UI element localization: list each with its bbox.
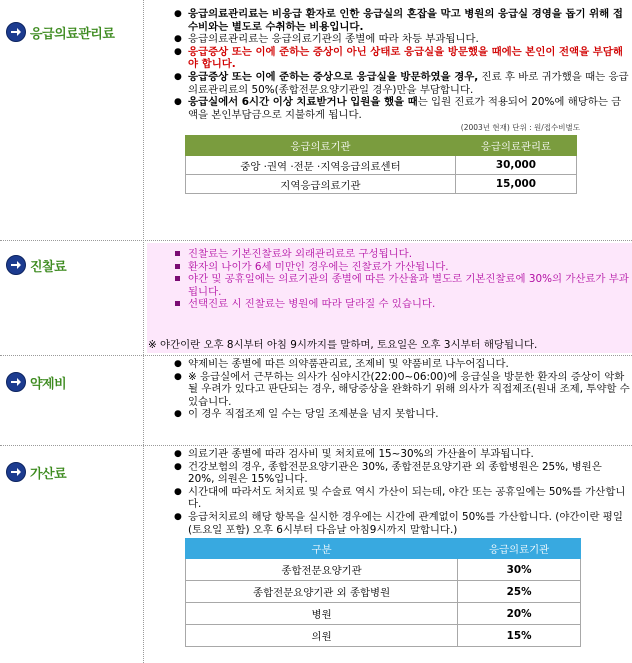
bullet-icon: ● bbox=[174, 461, 182, 472]
item-text: 야간 및 공휴일에는 의료기관의 종별에 따른 가산율과 별도로 기본진찰료에 30%의 가산료가 부과됩니다. bbox=[188, 273, 629, 298]
bullet-icon: ● bbox=[174, 511, 182, 522]
table-header: 구분 bbox=[186, 539, 458, 559]
list-item bbox=[170, 448, 630, 461]
arrow-right-circle-icon bbox=[6, 22, 26, 42]
list-item bbox=[170, 358, 630, 371]
arrow-right-circle-icon bbox=[6, 462, 26, 482]
item-text: 선택진료 시 진찰료는 병원에 따라 달라질 수 있습니다. bbox=[188, 298, 436, 311]
table-cell: 25% bbox=[458, 581, 581, 603]
bullet-icon: ● bbox=[174, 371, 182, 382]
table-cell: 의원 bbox=[186, 625, 458, 647]
table-cell: 15% bbox=[458, 625, 581, 647]
surcharge-content bbox=[170, 448, 630, 647]
square-bullet-icon bbox=[175, 264, 180, 269]
section-header-drug bbox=[6, 372, 66, 392]
bullet-icon: ● bbox=[174, 359, 182, 369]
table-row bbox=[186, 625, 581, 647]
table-header: 응급의료기관 bbox=[458, 539, 581, 559]
list-item bbox=[170, 33, 630, 46]
item-text: 는 입원 진료가 적용되어 20%에 해당하는 금액을 본인부담금으로 지불하게 됩니다. bbox=[188, 96, 622, 121]
bullet-icon: ● bbox=[174, 449, 182, 459]
item-text: 응급의료관리료는 응급의료기관의 종별에 따라 차등 부과됩니다. bbox=[188, 33, 479, 46]
item-text: 응급증상 또는 이에 준하는 증상이 아닌 상태로 응급실을 방문했을 때에는 본인이 전액을 부담해야 합니다. bbox=[188, 45, 623, 71]
list-item bbox=[170, 408, 630, 421]
column-divider bbox=[143, 0, 144, 663]
list-item bbox=[170, 248, 630, 261]
section-title: 가산료 bbox=[30, 466, 67, 482]
square-bullet-icon bbox=[175, 276, 180, 281]
item-text: 건강보험의 경우, 종합전문요양기관은 30%, 종합전문요양기관 외 종합병원은 25%, 병원은 20%, 의원은 15%입니다. bbox=[188, 460, 602, 486]
table-row bbox=[186, 603, 581, 625]
section-divider bbox=[0, 240, 632, 241]
list-item bbox=[170, 261, 630, 274]
list-item bbox=[170, 46, 630, 71]
list-item bbox=[170, 486, 630, 511]
arrow-right-circle-icon bbox=[6, 372, 26, 392]
table-cell: 중앙 ·권역 ·전문 ·지역응급의료센터 bbox=[186, 156, 456, 175]
table-cell: 30% bbox=[458, 559, 581, 581]
consult-list bbox=[170, 248, 630, 311]
section-title: 응급의료관리료 bbox=[30, 26, 115, 42]
bullet-icon: ● bbox=[174, 486, 182, 497]
table-cell: 종합전문요양기관 bbox=[186, 559, 458, 581]
square-bullet-icon bbox=[175, 251, 180, 256]
emergency-list bbox=[170, 8, 630, 121]
section-header-surcharge bbox=[6, 462, 66, 482]
surcharge-rate-table bbox=[185, 538, 581, 647]
section-title: 진찰료 bbox=[30, 259, 67, 275]
drug-content bbox=[170, 358, 630, 421]
table-cell: 지역응급의료기관 bbox=[186, 175, 456, 194]
item-text: 진찰료는 기본진찰료와 외래관리료로 구성됩니다. bbox=[188, 248, 412, 260]
table-cell: 병원 bbox=[186, 603, 458, 625]
bullet-icon: ● bbox=[174, 97, 182, 108]
table-header: 응급의료관리료 bbox=[455, 136, 576, 156]
list-item bbox=[170, 8, 630, 33]
square-bullet-icon bbox=[175, 301, 180, 306]
item-text: 이 경우 직접조제 일 수는 당일 조제분을 넘지 못합니다. bbox=[188, 408, 439, 421]
list-item bbox=[170, 71, 630, 96]
item-text: 환자의 나이가 6세 미만인 경우에는 진찰료가 가산됩니다. bbox=[188, 260, 449, 273]
table-cell: 20% bbox=[458, 603, 581, 625]
section-divider bbox=[0, 445, 632, 446]
list-item bbox=[170, 461, 630, 486]
list-item bbox=[170, 371, 630, 409]
surcharge-list bbox=[170, 448, 630, 536]
item-text: 시간대에 따라서도 처치료 및 수술료 역시 가산이 되는데, 야간 또는 공휴일에는 50%를 가산합니다. bbox=[188, 485, 626, 511]
table-header-row bbox=[186, 136, 577, 156]
bullet-icon: ● bbox=[174, 71, 182, 82]
item-text: ※ 응급실에서 근무하는 의사가 심야시간(22:00~06:00)에 응급실을 방문한 환자의 증상이 악화될 우려가 있다고 판단되는 경우, 해당증상을 완화하기 위해 의사가 직접제조(원내 조제, 투약할 수 있습니다. bbox=[188, 370, 630, 408]
consult-note: ※ 야간이란 오후 8시부터 아침 9시까지를 말하며, 토요일은 오후 3시부터 해당됩니다. bbox=[148, 339, 538, 351]
list-item bbox=[170, 96, 630, 121]
unit-note: (2003년 현재) 단위 : 원/접수비별도 bbox=[460, 123, 580, 133]
table-row bbox=[186, 559, 581, 581]
table-cell: 30,000 bbox=[455, 156, 576, 175]
bullet-icon: ● bbox=[174, 9, 182, 19]
bullet-icon: ● bbox=[174, 46, 182, 57]
bullet-icon: ● bbox=[174, 409, 182, 420]
bullet-icon: ● bbox=[174, 34, 182, 45]
section-title: 약제비 bbox=[30, 376, 67, 392]
emergency-fee-table bbox=[185, 135, 577, 194]
section-header-consult bbox=[6, 255, 66, 275]
item-text: 진료 후 바로 귀가했을 때는 응급의료관리료의 50%(종합전문요양기관일 경우)만을 부담합니다. bbox=[188, 70, 629, 96]
drug-list bbox=[170, 358, 630, 421]
item-text: 응급처치료의 해당 항목을 실시한 경우에는 시간에 관계없이 50%를 가산합니다. (야간이란 평일(토요일 포함) 오후 6시부터 다음날 아침9시까지 말합니다.) bbox=[188, 510, 623, 536]
item-text: 응급실에서 6시간 이상 치료받거나 입원을 했을 때 bbox=[188, 96, 418, 109]
list-item bbox=[170, 298, 630, 311]
table-row bbox=[186, 581, 581, 603]
table-row bbox=[186, 175, 577, 194]
table-row bbox=[186, 156, 577, 175]
arrow-right-circle-icon bbox=[6, 255, 26, 275]
table-header: 응급의료기관 bbox=[186, 136, 456, 156]
item-text: 의료기관 종별에 따라 검사비 및 처치료에 15~30%의 가산율이 부과됩니다. bbox=[188, 448, 534, 460]
item-text: 응급의료관리료는 비응급 환자로 인한 응급실의 혼잡을 막고 병원의 응급실 경영을 돕기 위해 접수비와는 별도로 수취하는 비용입니다. bbox=[188, 8, 623, 33]
table-cell: 15,000 bbox=[455, 175, 576, 194]
table-cell: 종합전문요양기관 외 종합병원 bbox=[186, 581, 458, 603]
consult-content bbox=[170, 248, 630, 311]
section-divider bbox=[0, 355, 632, 356]
emergency-content bbox=[170, 8, 630, 194]
item-text: 응급증상 또는 이에 준하는 증상으로 응급실을 방문하였을 경우, bbox=[188, 70, 479, 83]
list-item bbox=[170, 511, 630, 536]
section-header-emergency bbox=[6, 22, 114, 42]
table-header-row bbox=[186, 539, 581, 559]
list-item bbox=[170, 273, 630, 298]
item-text: 약제비는 종별에 따른 의약품관리료, 조제비 및 약품비로 나누어집니다. bbox=[188, 358, 509, 370]
